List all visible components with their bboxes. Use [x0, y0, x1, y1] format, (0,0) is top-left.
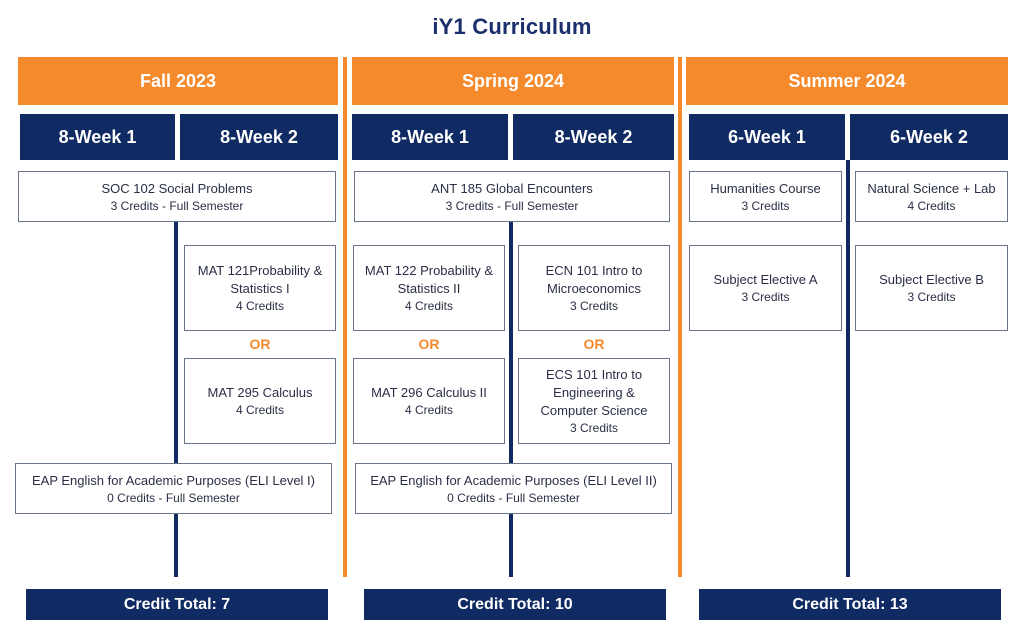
- or-label-fall: OR: [249, 336, 271, 352]
- course-name-line2: Engineering &: [553, 385, 635, 400]
- credit-total-fall: Credit Total: 7: [26, 589, 328, 620]
- course-name: Humanities Course: [710, 180, 821, 196]
- course-name: SOC 102 Social Problems: [101, 180, 253, 196]
- week-header-fall-2: 8-Week 2: [180, 114, 338, 160]
- course-name: EAP English for Academic Purposes (ELI Level I): [31, 472, 315, 488]
- course-ant185: [354, 171, 670, 222]
- course-ecs101: [518, 358, 670, 444]
- course-elective-a: [689, 245, 842, 331]
- course-credits: 4 Credits: [907, 198, 956, 213]
- week-divider-spring: [509, 222, 513, 577]
- course-eap1: [15, 463, 332, 514]
- course-name: MAT 296 Calculus II: [371, 385, 487, 400]
- course-name-line1: MAT 121Probability &: [197, 263, 323, 278]
- semester-divider-2: [678, 57, 682, 577]
- course-name: MAT 295 Calculus: [207, 385, 313, 400]
- course-credits: 4 Credits: [235, 299, 285, 313]
- course-name-line1: ECN 101 Intro to: [545, 263, 643, 278]
- course-credits: 3 Credits: [569, 299, 619, 313]
- course-elective-b: [855, 245, 1008, 331]
- course-name-line2: Statistics II: [397, 281, 461, 296]
- course-credits: 3 Credits: [569, 421, 619, 435]
- course-credits: 3 Credits: [741, 290, 790, 304]
- credit-total-spring: Credit Total: 10: [364, 589, 666, 620]
- course-humanities: [689, 171, 842, 222]
- week-header-summer-2: 6-Week 2: [850, 114, 1008, 160]
- course-mat295: [184, 358, 336, 444]
- course-credits: 3 Credits: [741, 198, 790, 213]
- course-name: Subject Elective B: [879, 272, 984, 287]
- course-ecn101: [518, 245, 670, 331]
- course-name-line1: MAT 122 Probability &: [364, 263, 494, 278]
- week-divider-fall: [174, 222, 178, 577]
- course-credits: 3 Credits: [907, 290, 956, 304]
- course-credits: 4 Credits: [235, 403, 285, 417]
- course-mat296: [353, 358, 505, 444]
- or-label-spring-2: OR: [583, 336, 605, 352]
- course-name-line2: Microeconomics: [547, 281, 641, 296]
- course-name: Subject Elective A: [713, 272, 818, 287]
- course-credits: 0 Credits - Full Semester: [107, 490, 240, 505]
- course-name: Natural Science + Lab: [867, 180, 996, 196]
- course-credits: 3 Credits - Full Semester: [110, 198, 244, 213]
- course-mat122: [353, 245, 505, 331]
- credit-total-summer: Credit Total: 13: [699, 589, 1001, 620]
- week-header-spring-1: 8-Week 1: [352, 114, 508, 160]
- week-divider-summer: [846, 160, 850, 577]
- course-name-line3: Computer Science: [540, 403, 648, 418]
- semester-divider-1: [343, 57, 347, 577]
- week-header-fall-1: 8-Week 1: [20, 114, 175, 160]
- course-natsci: [855, 171, 1008, 222]
- course-credits: 4 Credits: [404, 403, 454, 417]
- page-title: iY1 Curriculum: [432, 14, 592, 39]
- course-name-line2: Statistics I: [230, 281, 290, 296]
- course-eap2: [355, 463, 672, 514]
- course-credits: 0 Credits - Full Semester: [447, 490, 580, 505]
- semester-header-summer: Summer 2024: [686, 57, 1008, 105]
- course-mat121: [184, 245, 336, 331]
- or-label-spring-1: OR: [418, 336, 440, 352]
- semester-header-fall: Fall 2023: [18, 57, 338, 105]
- course-credits: 4 Credits: [404, 299, 454, 313]
- course-name: ANT 185 Global Encounters: [431, 180, 593, 196]
- course-credits: 3 Credits - Full Semester: [445, 198, 579, 213]
- semester-header-spring: Spring 2024: [352, 57, 674, 105]
- course-name: EAP English for Academic Purposes (ELI Level II): [370, 472, 657, 488]
- course-soc102: [18, 171, 336, 222]
- course-name-line1: ECS 101 Intro to: [545, 367, 643, 382]
- week-header-spring-2: 8-Week 2: [513, 114, 674, 160]
- week-header-summer-1: 6-Week 1: [689, 114, 845, 160]
